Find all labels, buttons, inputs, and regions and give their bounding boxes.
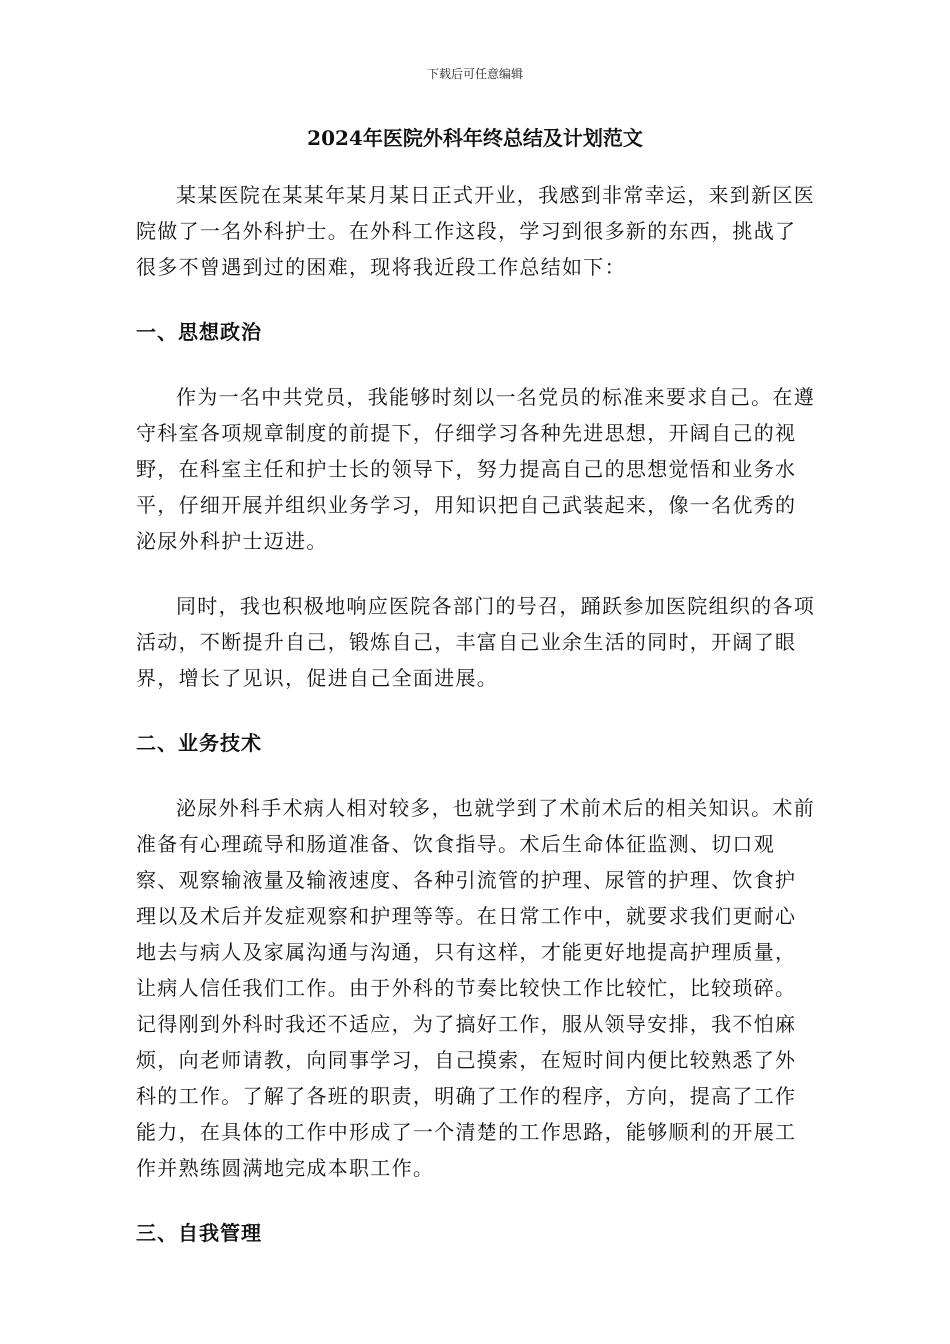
section-heading-self-management: 三、自我管理 — [136, 1221, 262, 1245]
section-heading-skills: 二、业务技术 — [136, 731, 262, 755]
paragraph-politics-1: 作为一名中共党员，我能够时刻以一名党员的标准来要求自己。在遵守科室各项规章制度的前提下，仔细学习各种先进思想，开阔自己的视野，在科室主任和护士长的领导下，努力提高自己的思想觉悟和业务水平，仔细开展并组织业务学习，用知识把自己武装起来，像一名优秀的泌尿外科护士迈进。 — [136, 385, 815, 553]
header-note: 下载后可任意编辑 — [426, 67, 523, 81]
document-body — [136, 177, 816, 1251]
document-title: 2024年医院外科年终总结及计划范文 — [307, 126, 643, 150]
section-heading-politics: 一、思想政治 — [136, 320, 262, 344]
paragraph-intro: 某某医院在某某年某月某日正式开业，我感到非常幸运，来到新区医院做了一名外科护士。在外科工作这段，学习到很多新的东西，挑战了很多不曾遇到过的困难，现将我近段工作总结如下： — [136, 183, 815, 279]
paragraph-skills: 泌尿外科手术病人相对较多，也就学到了术前术后的相关知识。术前准备有心理疏导和肠道准备、饮食指导。术后生命体征监测、切口观察、观察输液量及输液速度、各种引流管的护理、尿管的护理、饮食护理以及术后并发症观察和护理等等。在日常工作中，就要求我们更耐心地去与病人及家属沟通与沟通，只有这样，才能更好地提高护理质量，让病人信任我们工作。由于外科的节奏比较快工作比较忙，比较琐碎。记得刚到外科时我还不适应，为了搞好工作，服从领导安排，我不怕麻烦，向老师请教，向同事学习，自己摸索，在短时间内便比较熟悉了外科的工作。了解了各班的职责，明确了工作的程序，方向，提高了工作能力，在具体的工作中形成了一个清楚的工作思路，能够顺利的开展工作并熟练圆满地完成本职工作。 — [136, 796, 815, 1180]
paragraph-politics-2: 同时，我也积极地响应医院各部门的号召，踊跃参加医院组织的各项活动，不断提升自己，锻炼自己，丰富自己业余生活的同时，开阔了眼界，增长了见识，促进自己全面进展。 — [136, 594, 815, 690]
